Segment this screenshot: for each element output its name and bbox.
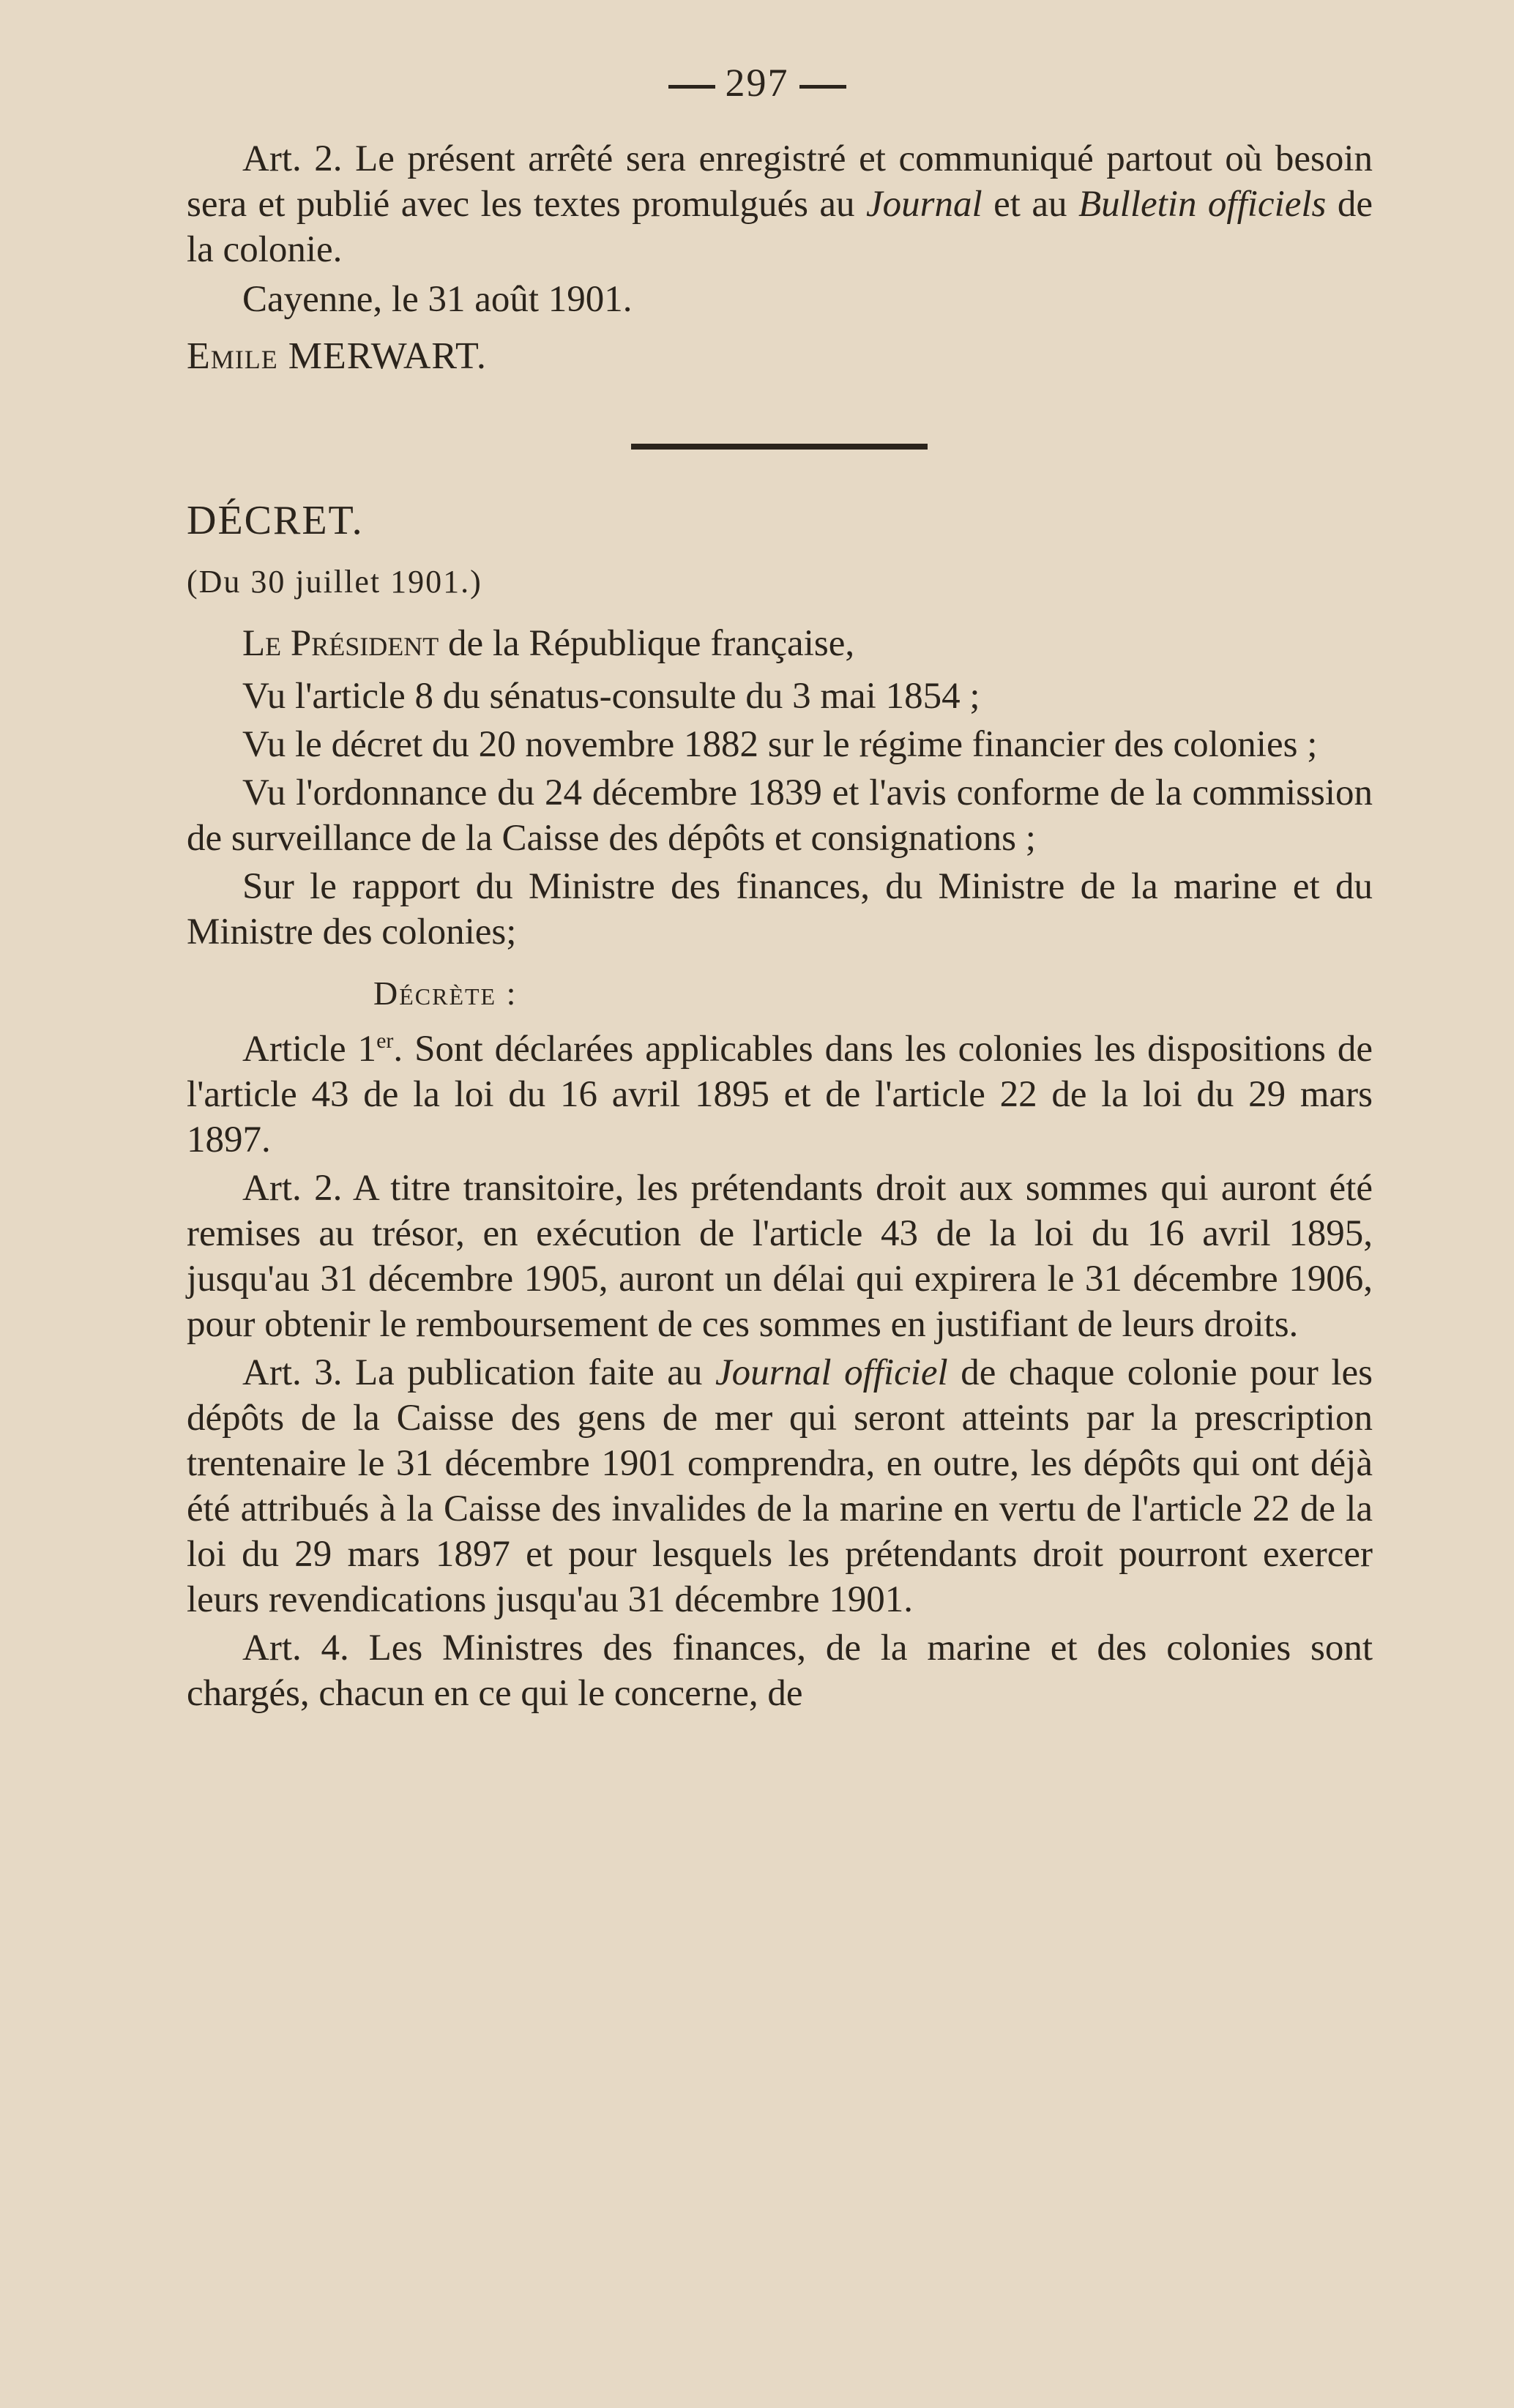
decree-article-3: Art. 3. La publication faite au Journal officiel de chaque colonie pour les dépôts de la Caisse des gens de mer qui seront atteints par la prescription trentenaire le 31 décembre 1901 comprendra, en outre, les dépôts qui ont déjà été attribués à la Caisse des invalides de la marine en vertu de l'article 22 de la loi du 29 mars 1897 et pour lesquels les prétendants droit pourront exercer leurs revendications jusqu'au 31 décembre 1901.	[187, 1352, 1373, 1620]
decree-article-2: Art. 2. A titre transitoire, les prétendants droit aux sommes qui auront été remises au trésor, en exécution de l'article 43 de la loi du 16 avril 1895, jusqu'au 31 décembre 1905, auront un délai qui expirera le 31 décembre 1906, pour obtenir le remboursement de ces sommes en justifiant de leurs droits.	[187, 1168, 1373, 1345]
signature: Emile MERWART.	[187, 335, 487, 377]
sur-rapport: Sur le rapport du Ministre des finances, du Ministre de la marine et du Ministre des colonies;	[187, 866, 1373, 953]
arrete-ending	[187, 136, 1373, 379]
vu-senatus-consulte: Vu l'article 8 du sénatus-consulte du 3 mai 1854 ;	[242, 676, 980, 717]
decree	[187, 498, 1373, 1716]
section-divider	[631, 444, 928, 450]
arrete-article-2: Art. 2. Le présent arrêté sera enregistré et communiqué partout où besoin sera et publié avec les textes promulgués au Journal et au Bulletin officiels de la colonie.	[187, 138, 1373, 270]
vu-decret: Vu le décret du 20 novembre 1882 sur le régime financier des colonies ;	[242, 724, 1318, 765]
decree-date: (Du 30 juillet 1901.)	[187, 564, 482, 600]
page-number	[0, 60, 1514, 105]
vu-ordonnance: Vu l'ordonnance du 24 décembre 1839 et l'avis conforme de la commission de surveillance de la Caisse des dépôts et consignations ;	[187, 772, 1373, 859]
decrete-heading: Décrète :	[373, 974, 518, 1012]
place-date: Cayenne, le 31 août 1901.	[242, 279, 633, 320]
page-number-dash-left	[668, 85, 715, 89]
page-number-dash-right	[799, 85, 846, 89]
page-number-text: 297	[725, 61, 789, 105]
decree-article-4: Art. 4. Les Ministres des finances, de la marine et des colonies sont chargés, chacun en ce qui le concerne, de	[187, 1628, 1373, 1714]
decree-article-1: Article 1er. Sont déclarées applicables dans les colonies les dispositions de l'article 43 de la loi du 16 avril 1895 et de l'article 22 de la loi du 29 mars 1897.	[187, 1029, 1373, 1160]
president-line: Le Président de la République française,	[242, 623, 855, 664]
decree-title: DÉCRET.	[187, 498, 364, 543]
